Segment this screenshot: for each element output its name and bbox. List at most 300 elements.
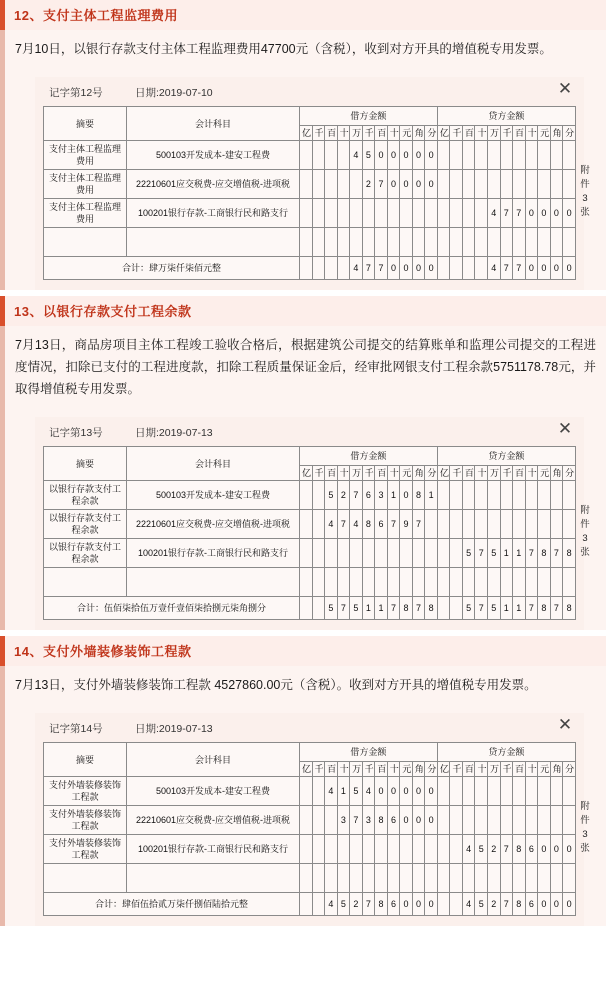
digit-header: 角 [412,466,425,481]
cell-amount-digit [500,141,513,170]
cell-amount-digit [550,170,563,199]
cell-amount-digit [550,777,563,806]
header-debit: 借方金额 [300,743,438,762]
voucher-number: 记字第13号 [49,427,103,439]
cell-amount-digit [513,568,526,597]
cell-amount-digit [312,481,325,510]
cell-amount-digit [513,170,526,199]
cell-amount-digit [550,568,563,597]
digit-header: 元 [400,762,413,777]
cell-amount-digit [337,864,350,893]
cell-amount-digit: 6 [387,806,400,835]
digit-header: 十 [387,466,400,481]
cell-total-digit: 0 [563,893,576,916]
digit-header: 十 [525,466,538,481]
digit-header: 亿 [437,762,450,777]
cell-account [127,228,300,257]
digit-header: 元 [538,126,551,141]
cell-amount-digit [387,199,400,228]
digit-header: 十 [525,126,538,141]
digit-header: 万 [487,466,500,481]
cell-amount-digit [538,777,551,806]
cell-amount-digit [337,199,350,228]
digit-header: 十 [475,762,488,777]
digit-header: 万 [350,466,363,481]
cell-account: 500103开发成本-建安工程费 [127,481,300,510]
cell-amount-digit [387,539,400,568]
cell-amount-digit: 0 [550,199,563,228]
cell-amount-digit: 0 [375,777,388,806]
cell-total-digit: 7 [362,257,375,280]
cell-amount-digit: 8 [362,510,375,539]
table-row [44,539,576,568]
cell-amount-digit: 8 [375,806,388,835]
table-row-empty [44,228,576,257]
cell-total-digit [437,597,450,620]
cell-amount-digit: 0 [412,141,425,170]
cell-amount-digit: 0 [538,199,551,228]
cell-amount-digit [513,228,526,257]
cell-amount-digit [475,228,488,257]
cell-amount-digit [450,199,463,228]
cell-amount-digit [563,806,576,835]
digit-header: 千 [450,126,463,141]
cell-amount-digit [425,539,438,568]
digit-header: 分 [563,126,576,141]
digit-header: 十 [387,762,400,777]
cell-amount-digit [412,835,425,864]
cell-amount-digit: 6 [375,510,388,539]
cell-amount-digit: 7 [500,199,513,228]
cell-amount-digit: 5 [362,141,375,170]
header-debit: 借方金额 [300,107,438,126]
cell-account: 100201银行存款-工商银行民和路支行 [127,539,300,568]
cell-total-digit: 5 [325,597,338,620]
cell-total-digit: 7 [525,597,538,620]
cell-amount-digit [337,228,350,257]
table-row-empty [44,568,576,597]
cell-total-digit: 4 [350,257,363,280]
table-row [44,481,576,510]
section-paragraph: 7月13日，商品房项目主体工程竣工验收合格后，根据建筑公司提交的结算账单和监理公司提交的工程进度情况，扣除已支付的工程进度款，扣除工程质量保证金后，经审批网银支付工程余款5751178.78元，并取得增值税专用发票。 [0,326,606,409]
cell-total-digit [462,257,475,280]
cell-total-digit: 1 [500,597,513,620]
cell-amount-digit: 7 [500,835,513,864]
cell-amount-digit: 1 [513,539,526,568]
cell-account: 22210601应交税费-应交增值税-进项税 [127,806,300,835]
attachment-char: 件 [580,519,590,530]
cell-total-digit: 5 [475,893,488,916]
cell-amount-digit: 5 [325,481,338,510]
table-row [44,199,576,228]
header-debit: 借方金额 [300,447,438,466]
table-row-empty [44,864,576,893]
cell-amount-digit [538,141,551,170]
cell-amount-digit: 0 [387,777,400,806]
cell-amount-digit [312,539,325,568]
cell-amount-digit [538,228,551,257]
digit-header: 百 [375,762,388,777]
digit-header: 十 [475,466,488,481]
voucher-table-holder [43,742,590,916]
cell-total-digit: 0 [412,893,425,916]
cell-total-digit: 8 [425,597,438,620]
cell-amount-digit [525,777,538,806]
cell-total-digit: 0 [400,893,413,916]
digit-header: 分 [563,466,576,481]
cell-amount-digit [362,568,375,597]
attachment-note [578,504,592,560]
cell-amount-digit [300,539,313,568]
cell-amount-digit: 0 [425,141,438,170]
digit-header: 千 [450,762,463,777]
cell-amount-digit [513,141,526,170]
voucher-card [35,713,590,926]
header-summary: 摘要 [44,447,127,481]
digit-header: 元 [538,762,551,777]
digit-header: 千 [362,126,375,141]
cell-amount-digit [500,806,513,835]
cell-amount-digit [375,835,388,864]
cell-amount-digit: 0 [412,777,425,806]
cell-amount-digit [362,864,375,893]
cell-amount-digit [312,141,325,170]
cell-amount-digit [525,141,538,170]
close-icon[interactable]: ✕ [557,715,573,735]
cell-amount-digit [550,141,563,170]
cell-total-digit: 7 [500,893,513,916]
cell-amount-digit [487,777,500,806]
cell-account: 22210601应交税费-应交增值税-进项税 [127,170,300,199]
cell-summary: 以银行存款支付工程余款 [44,539,127,568]
cell-amount-digit [525,170,538,199]
cell-amount-digit [387,568,400,597]
attachment-char: 件 [580,179,590,190]
cell-amount-digit [500,481,513,510]
cell-total-digit: 7 [550,597,563,620]
cell-amount-digit [437,864,450,893]
cell-amount-digit [450,481,463,510]
cell-amount-digit [437,568,450,597]
cell-total-digit: 6 [525,893,538,916]
cell-amount-digit [550,806,563,835]
voucher-number: 记字第12号 [49,87,103,99]
cell-total-digit [300,893,313,916]
cell-summary [44,864,127,893]
digit-header: 十 [337,466,350,481]
cell-total-digit: 8 [563,597,576,620]
cell-amount-digit: 4 [487,199,500,228]
cell-amount-digit: 8 [513,835,526,864]
cell-amount-digit [450,510,463,539]
digit-header: 百 [513,466,526,481]
cell-amount-digit [437,170,450,199]
voucher-date: 日期:2019-07-13 [135,427,213,439]
cell-summary: 支付主体工程监理费用 [44,141,127,170]
cell-amount-digit: 0 [525,199,538,228]
cell-total-digit [475,257,488,280]
cell-total-digit: 7 [362,893,375,916]
cell-total-digit: 4 [325,893,338,916]
voucher-block [0,705,606,926]
cell-summary [44,568,127,597]
cell-amount-digit [550,510,563,539]
cell-total-digit: 4 [487,257,500,280]
attachment-char: 3 [582,193,588,204]
section-heading: 13、以银行存款支付工程余款 [0,296,606,326]
cell-amount-digit: 2 [362,170,375,199]
cell-amount-digit [525,228,538,257]
cell-amount-digit [312,568,325,597]
close-icon[interactable]: ✕ [557,419,573,439]
cell-amount-digit [375,568,388,597]
digit-header: 元 [400,126,413,141]
cell-amount-digit: 3 [375,481,388,510]
cell-amount-digit [462,199,475,228]
digit-header: 十 [337,762,350,777]
cell-amount-digit [350,199,363,228]
cell-amount-digit [350,539,363,568]
cell-total-digit: 1 [375,597,388,620]
table-row [44,806,576,835]
cell-total-digit [437,893,450,916]
cell-amount-digit [312,835,325,864]
cell-amount-digit [525,806,538,835]
digit-header: 亿 [437,466,450,481]
digit-header: 千 [312,762,325,777]
attachment-char: 张 [580,207,590,218]
digit-header: 千 [362,466,375,481]
cell-amount-digit [462,141,475,170]
cell-amount-digit [450,835,463,864]
cell-amount-digit: 7 [475,539,488,568]
cell-amount-digit [350,170,363,199]
cell-amount-digit [450,806,463,835]
cell-amount-digit [325,835,338,864]
digit-header: 分 [425,126,438,141]
digit-header: 十 [475,126,488,141]
cell-amount-digit [400,568,413,597]
digit-header: 角 [412,762,425,777]
attachment-note [578,164,592,220]
cell-total-digit: 7 [412,597,425,620]
cell-amount-digit: 0 [412,170,425,199]
cell-amount-digit [437,539,450,568]
header-account: 会计科目 [127,743,300,777]
cell-total-digit: 7 [513,257,526,280]
cell-amount-digit: 0 [563,199,576,228]
cell-amount-digit [350,228,363,257]
voucher-card [35,77,590,290]
cell-amount-digit [300,777,313,806]
cell-amount-digit [425,510,438,539]
cell-total-digit: 4 [462,893,475,916]
cell-amount-digit [525,481,538,510]
table-row [44,510,576,539]
cell-amount-digit [487,510,500,539]
cell-amount-digit [513,777,526,806]
cell-total-digit [450,257,463,280]
cell-amount-digit [300,228,313,257]
cell-amount-digit [437,835,450,864]
digit-header: 千 [450,466,463,481]
table-row [44,141,576,170]
cell-amount-digit [462,806,475,835]
cell-amount-digit: 4 [350,510,363,539]
cell-amount-digit [400,835,413,864]
cell-total-digit: 0 [425,893,438,916]
cell-total-digit: 0 [563,257,576,280]
cell-summary: 支付主体工程监理费用 [44,199,127,228]
cell-total-digit [312,893,325,916]
cell-amount-digit [525,568,538,597]
cell-amount-digit [487,806,500,835]
cell-amount-digit [300,835,313,864]
attachment-char: 附 [580,505,590,516]
cell-amount-digit [538,806,551,835]
cell-amount-digit: 3 [337,806,350,835]
cell-amount-digit [550,481,563,510]
cell-total-digit: 0 [550,257,563,280]
cell-amount-digit [350,568,363,597]
cell-total-label: 合计：伍佰柒拾伍万壹仟壹佰柒拾捌元柒角捌分 [44,597,300,620]
cell-amount-digit: 7 [387,510,400,539]
cell-amount-digit [475,864,488,893]
cell-total-digit: 7 [337,597,350,620]
digit-header: 百 [462,126,475,141]
voucher-table-holder [43,106,590,280]
cell-amount-digit [362,228,375,257]
voucher-block [0,69,606,290]
cell-amount-digit: 7 [412,510,425,539]
header-summary: 摘要 [44,107,127,141]
digit-header: 万 [487,126,500,141]
cell-total-digit: 8 [400,597,413,620]
table-row-total [44,893,576,916]
table-row [44,777,576,806]
cell-amount-digit [563,170,576,199]
cell-amount-digit [437,141,450,170]
digit-header: 千 [500,466,513,481]
digit-header: 角 [550,762,563,777]
cell-amount-digit [462,510,475,539]
cell-total-digit [300,257,313,280]
cell-amount-digit [450,228,463,257]
cell-amount-digit [538,864,551,893]
voucher-header [43,715,576,742]
cell-total-digit: 7 [475,597,488,620]
cell-amount-digit [450,864,463,893]
cell-total-digit: 0 [538,893,551,916]
cell-amount-digit: 0 [563,835,576,864]
cell-amount-digit [500,777,513,806]
cell-amount-digit [375,228,388,257]
cell-amount-digit [437,228,450,257]
cell-amount-digit [462,228,475,257]
cell-total-digit [300,597,313,620]
cell-summary: 支付外墙装修装饰工程款 [44,777,127,806]
cell-amount-digit: 7 [525,539,538,568]
cell-total-digit [450,893,463,916]
cell-summary: 支付外墙装修装饰工程款 [44,835,127,864]
cell-amount-digit: 7 [350,481,363,510]
cell-total-digit [437,257,450,280]
cell-total-label: 合计：肆佰伍拾贰万柒仟捌佰陆拾元整 [44,893,300,916]
digit-header: 万 [350,126,363,141]
cell-amount-digit [300,199,313,228]
cell-amount-digit [538,510,551,539]
attachment-note [578,800,592,856]
cell-amount-digit [362,835,375,864]
digit-header: 千 [312,466,325,481]
cell-amount-digit [312,864,325,893]
digit-header: 角 [550,466,563,481]
cell-amount-digit [337,539,350,568]
cell-amount-digit: 6 [362,481,375,510]
digit-header: 千 [312,126,325,141]
cell-amount-digit: 9 [400,510,413,539]
section-spacer [0,926,606,932]
cell-amount-digit [563,510,576,539]
cell-amount-digit: 2 [337,481,350,510]
digit-header: 角 [550,126,563,141]
cell-amount-digit [337,568,350,597]
cell-amount-digit [462,170,475,199]
cell-amount-digit [437,199,450,228]
cell-total-digit [325,257,338,280]
cell-amount-digit [312,170,325,199]
digit-header: 亿 [437,126,450,141]
cell-total-digit: 8 [375,893,388,916]
cell-amount-digit: 0 [387,170,400,199]
cell-total-digit: 0 [412,257,425,280]
voucher-card [35,417,590,630]
cell-amount-digit [400,199,413,228]
close-icon[interactable]: ✕ [557,79,573,99]
cell-amount-digit [350,864,363,893]
cell-total-digit: 0 [538,257,551,280]
cell-total-digit: 2 [487,893,500,916]
cell-amount-digit [462,777,475,806]
cell-account: 22210601应交税费-应交增值税-进项税 [127,510,300,539]
cell-amount-digit: 0 [538,835,551,864]
cell-total-digit: 2 [350,893,363,916]
cell-amount-digit: 2 [487,835,500,864]
cell-amount-digit [475,199,488,228]
digit-header: 亿 [300,466,313,481]
cell-amount-digit: 0 [375,141,388,170]
cell-amount-digit [487,170,500,199]
attachment-char: 张 [580,843,590,854]
digit-header: 百 [325,762,338,777]
cell-total-digit: 7 [375,257,388,280]
cell-amount-digit: 5 [475,835,488,864]
voucher-header [43,79,576,106]
cell-amount-digit: 8 [412,481,425,510]
cell-total-digit: 5 [337,893,350,916]
cell-total-digit: 7 [387,597,400,620]
cell-amount-digit [350,835,363,864]
cell-amount-digit: 5 [462,539,475,568]
cell-amount-digit [450,539,463,568]
cell-amount-digit [325,141,338,170]
cell-total-label: 合计：肆万柒仟柒佰元整 [44,257,300,280]
digit-header: 亿 [300,762,313,777]
cell-amount-digit [462,568,475,597]
cell-amount-digit [462,864,475,893]
cell-amount-digit [400,539,413,568]
cell-amount-digit [325,568,338,597]
